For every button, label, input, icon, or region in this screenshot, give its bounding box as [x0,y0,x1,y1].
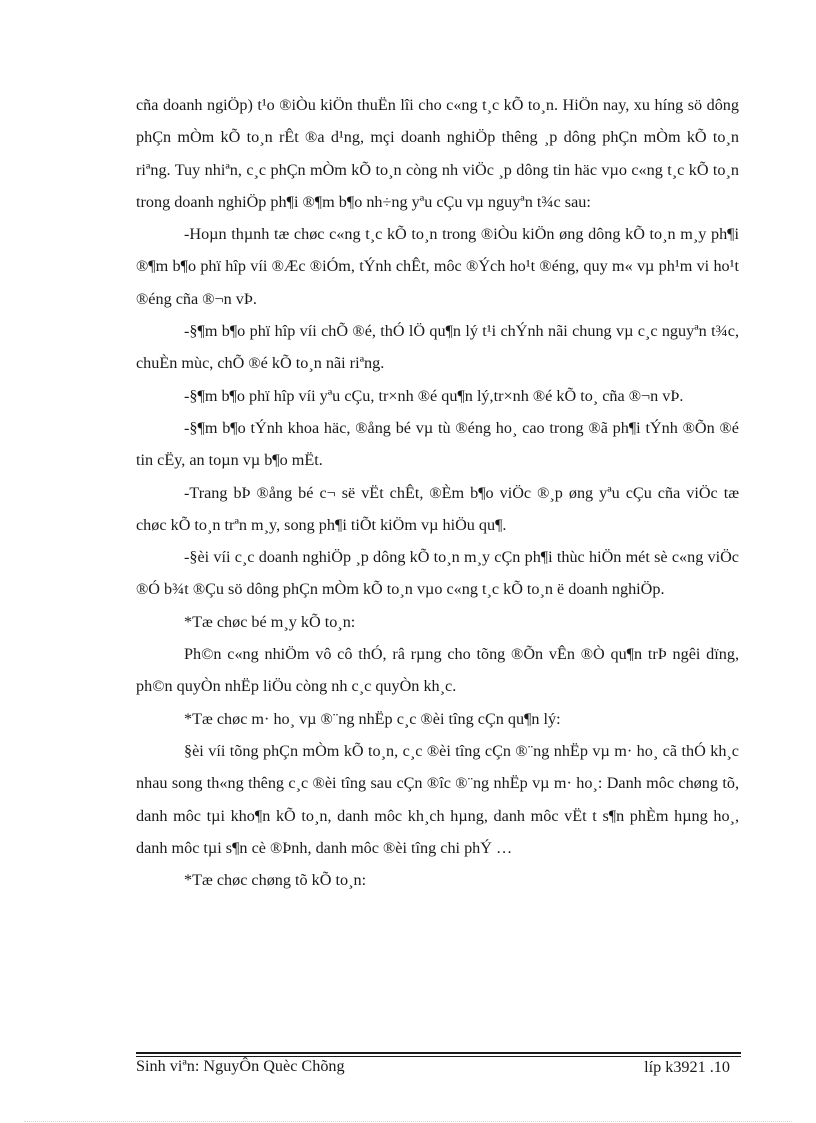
paragraph-principle-5: -Trang bÞ ®ång bé c¬ së vËt chÊt, ®Èm b¶o viÖc ®¸p øng yªu cÇu cña viÖc tæ chøc kÕ to¸n trªn m¸y, song ph¶i tiÕt kiÖm vµ hiÖu qu¶. [136,483,739,534]
document-body [136,89,739,896]
paragraph-principle-2: -§¶m b¶o phï hîp víi chÕ ®é, thÓ lÖ qu¶n lý t¹i chÝnh nãi chung vµ c¸c nguyªn t¾c, chuÈn mùc, chÕ ®é kÕ to¸n nãi riªng. [136,322,739,373]
page-edge-dotted-line [24,1121,792,1122]
paragraph-principle-1: -Hoµn thµnh tæ chøc c«ng t¸c kÕ to¸n trong ®iÒu kiÖn øng dông kÕ to¸n m¸y ph¶i ®¶m b¶o phï hîp víi ®Æc ®iÓm, tÝnh chÊt, môc ®Ých ho¹t ®éng, quy m« vµ ph¹m vi ho¹t ®éng cña ®¬n vÞ. [136,225,739,308]
paragraph-principle-3: -§¶m b¶o phï hîp víi yªu cÇu, tr×nh ®é qu¶n lý,tr×nh ®é kÕ to¸ cña ®¬n vÞ. [184,386,684,405]
section-heading-coding: *Tæ chøc m· ho¸ vµ ®¨ng nhËp c¸c ®èi tîng cÇn qu¶n lý: [184,709,561,728]
paragraph-task-assignment: Ph©n c«ng nhiÖm vô cô thÓ, râ rµng cho tõng ®Õn vÊn ®Ò qu¶n trÞ ngêi dïng, ph©n quyÒn nhËp liÖu còng nh c¸c quyÒn kh¸c. [136,645,739,696]
section-heading-vouchers: *Tæ chøc chøng tõ kÕ to¸n: [184,871,367,890]
paragraph-principle-6: -§èi víi c¸c doanh nghiÖp ¸p dông kÕ to¸n m¸y cÇn ph¶i thùc hiÖn mét sè c«ng viÖc ®Ó b¾t ®Çu sö dông phÇn mÒm kÕ to¸n vµo c«ng t¸c kÕ to¸n ë doanh nghiÖp. [136,548,739,599]
footer-student-name: Sinh viªn: NguyÔn Quèc Chõng [136,1057,345,1075]
footer-divider-thick [136,1052,741,1054]
section-heading-accounting-apparatus: *Tæ chøc bé m¸y kÕ to¸n: [184,612,356,631]
paragraph-intro: cña doanh ngiÖp) t¹o ®iÒu kiÖn thuËn lîi cho c«ng t¸c kÕ to¸n. HiÖn nay, xu híng sö dông phÇn mÒm kÕ to¸n rÊt ®a d¹ng, mçi doanh nghiÖp thêng ¸p dông phÇn mÒm kÕ to¸n riªng. Tuy nhiªn, c¸c phÇn mÒm kÕ to¸n còng nh viÖc ¸p dông tin häc vµo c«ng t¸c kÕ to¸n trong doanh nghiÖp ph¶i ®¶m b¶o nh÷ng yªu cÇu vµ nguyªn t¾c sau: [136,96,739,211]
footer-class-code: líp k3921 .10 [644,1058,730,1076]
paragraph-principle-4: -§¶m b¶o tÝnh khoa häc, ®ång bé vµ tù ®éng ho¸ cao trong ®ã ph¶i tÝnh ®Õn ®é tin cËy, an toµn vµ b¶o mËt. [136,418,739,470]
paragraph-coding-objects: §èi víi tõng phÇn mÒm kÕ to¸n, c¸c ®èi tîng cÇn ®¨ng nhËp vµ m· ho¸ cã thÓ kh¸c nhau song th«ng thêng c¸c ®èi tîng sau cÇn ®îc ®¨ng nhËp vµ m· ho¸: Danh môc chøng tõ, danh môc tµi kho¶n kÕ to¸n, danh môc kh¸ch hµng, danh môc vËt t s¶n phÈm hµng ho¸, danh môc tµi s¶n cè ®Þnh, danh môc ®èi tîng chi phÝ … [136,741,739,857]
